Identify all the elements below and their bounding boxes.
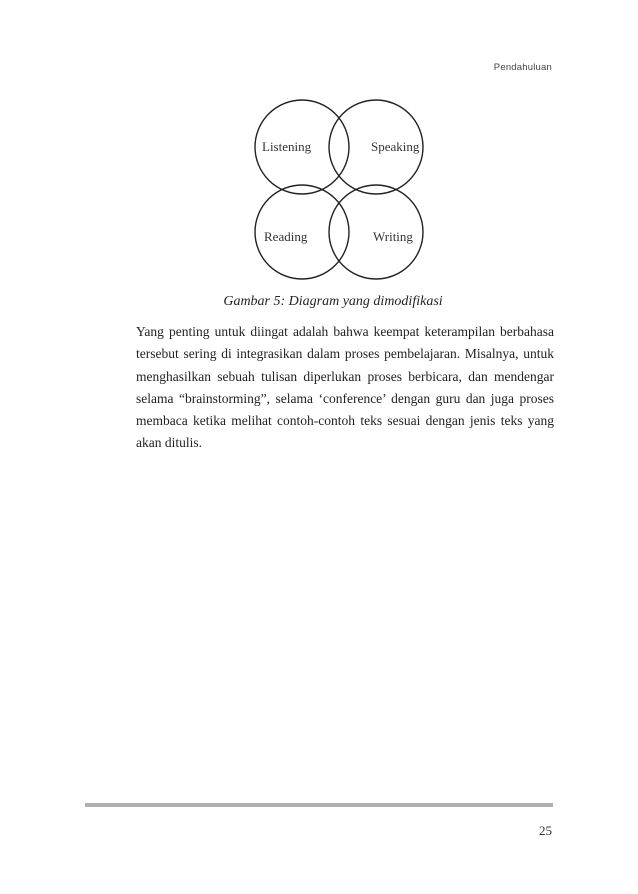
figure-caption-text: Gambar 5: Diagram yang dimodifikasi — [223, 294, 443, 309]
page-number: 25 — [539, 823, 552, 838]
listening-label: Listening — [262, 139, 312, 154]
reading-label: Reading — [264, 229, 308, 244]
speaking-label: Speaking — [371, 139, 420, 154]
footer-rule — [85, 803, 553, 807]
venn-diagram — [250, 92, 440, 288]
writing-label: Writing — [373, 229, 413, 244]
body-paragraph: Yang penting untuk diingat adalah bahwa keempat keterampilan berbahasa tersebut sering di integrasikan dalam proses pembelajaran. Misalnya, untuk menghasilkan sebuah tulisan diperlukan proses berbicara, dan mendengar selama “brainstorming”, selama ‘conference’ dengan guru dan juga proses membaca ketika melihat contoh-contoh teks sesuai dengan jenis teks yang akan ditulis. — [136, 324, 554, 451]
figure-caption — [0, 294, 638, 310]
venn-diagram-svg — [250, 92, 440, 288]
running-header: Pendahuluan — [493, 62, 552, 73]
